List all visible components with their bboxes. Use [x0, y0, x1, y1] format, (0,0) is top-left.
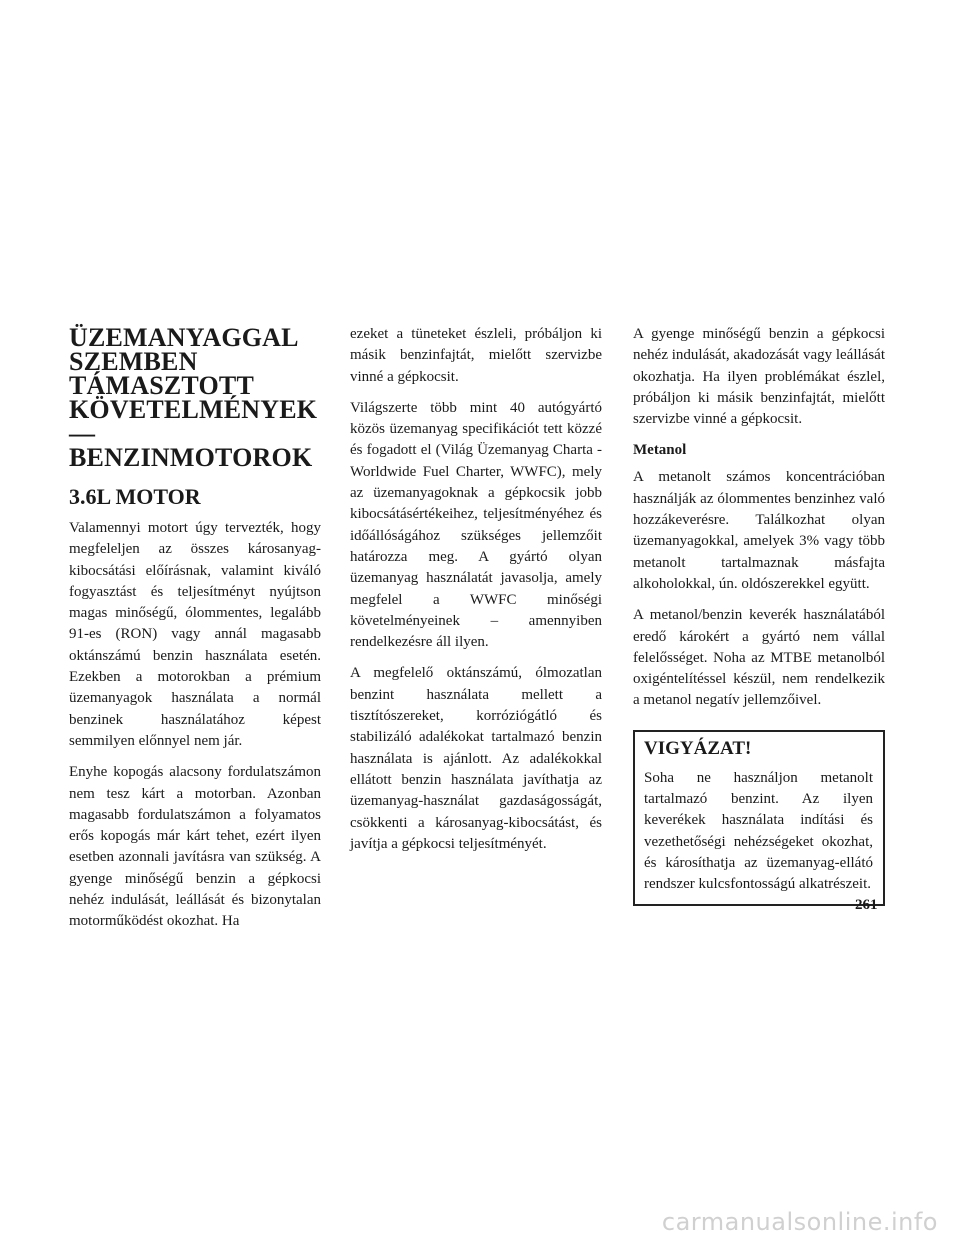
warning-title: VIGYÁZAT! [644, 737, 752, 759]
section-title-line: BENZINMOTOROK [69, 443, 313, 472]
body-paragraph: ezeket a tüneteket észleli, próbáljon ki másik benzinfajtát, mielőtt szervizbe vinné a gépkocsit. [350, 326, 602, 385]
body-paragraph: A gyenge minőségű benzin a gépkocsi nehéz indulását, akadozását vagy leállását okozhatja. Ha ilyen problémákat észlel, próbáljon ki másik benzinfajtát, mielőtt szervizbe vinné a gépkocsit. [633, 326, 885, 428]
watermark: carmanualsonline.info [661, 1208, 938, 1236]
section-title [69, 323, 321, 472]
subheading-engine: 3.6L MOTOR [69, 484, 201, 509]
warning-text: Soha ne használjon metanolt tartalmazó benzint. Az ilyen keverékek használata indítási és vezethetőségi nehézségeket okozhat, és károsíthatja az üzemanyag-ellátó rendszer kulcsfontosságú alkatrészeit. [644, 769, 873, 893]
section-title-line: KÖVETELMÉNYEK — [69, 395, 318, 448]
body-paragraph: Valamennyi motort úgy tervezték, hogy megfeleljen az összes károsanyag-kibocsátási előírásnak, valamint kiváló fogyasztást és teljesítményt nyújtson magas minőségű, ólommentes, legalább 91-es (RON) vagy annál magasabb oktánszámú benzin használata esetén. Ezekben a motorokban a prémium üzemanyagok használata a normál benzinek használatához képest semmilyen előnnyel nem jár. [69, 520, 321, 749]
body-paragraph: A metanolt számos koncentrációban használják az ólommentes benzinhez való hozzákeverésre. Találkozhat olyan üzemanyagokkal, amelyek 3% vagy több metanolt tartalmaznak másfajta alkoholokkal, ún. oldószerekkel együtt. [633, 469, 885, 592]
section-title-line: ÜZEMANYAGGAL [69, 323, 299, 352]
body-paragraph: Enyhe kopogás alacsony fordulatszámon nem tesz kárt a motorban. Azonban magasabb fordulatszámon a folyamatos erős kopogás már kárt tehet, ezért ilyen esetben azonnali javításra van szükség. A gyenge minőségű benzin a gépkocsi nehéz indulását, leállását és bizonytalan motorműködést okozhat. Ha [69, 764, 321, 930]
body-paragraph: A metanol/benzin keverék használatából eredő károkért a gyártó nem vállal felelősséget. Noha az MTBE metanolból oxigéntelítéssel készül, nem rendelkezik a metanol negatív jellemzőivel. [633, 607, 885, 709]
body-paragraph: Világszerte több mint 40 autógyártó közös üzemanyag specifikációt tett közzé és fogadott el (Világ Üzemanyag Charta - Worldwide Fuel Charter, WWFC), mely az üzemanyagoknak a gépkocsik jobb kibocsátásértékeihez, teljesítményéhez és időállóságához szükséges jellemzőit határozza meg. A gyártó olyan üzemanyag használatát javasolja, amely megfelel a WWFC minőségi követelményeinek – amennyiben rendelkezésre áll ilyen. [350, 399, 602, 651]
section-title-line: SZEMBEN [69, 347, 198, 376]
section-title-line: TÁMASZTOTT [69, 371, 255, 400]
body-paragraph: A megfelelő oktánszámú, ólmozatlan benzint használata mellett a tisztítószereket, korróziógátló és stabilizáló adalékokat tartalmazó benzin használata is ajánlott. Az adalékokkal ellátott benzin használata javíthatja az üzemanyag-használat gazdaságosságát, csökkenti a károsanyag-kibocsátást, és javítja a gépkocsi teljesítményét. [350, 665, 602, 852]
metanol-heading: Metanol [633, 442, 687, 459]
column-middle [350, 324, 602, 865]
warning-box [633, 730, 885, 906]
page-number: 261 [855, 897, 878, 913]
column-right [633, 324, 885, 906]
column-left [69, 323, 321, 943]
